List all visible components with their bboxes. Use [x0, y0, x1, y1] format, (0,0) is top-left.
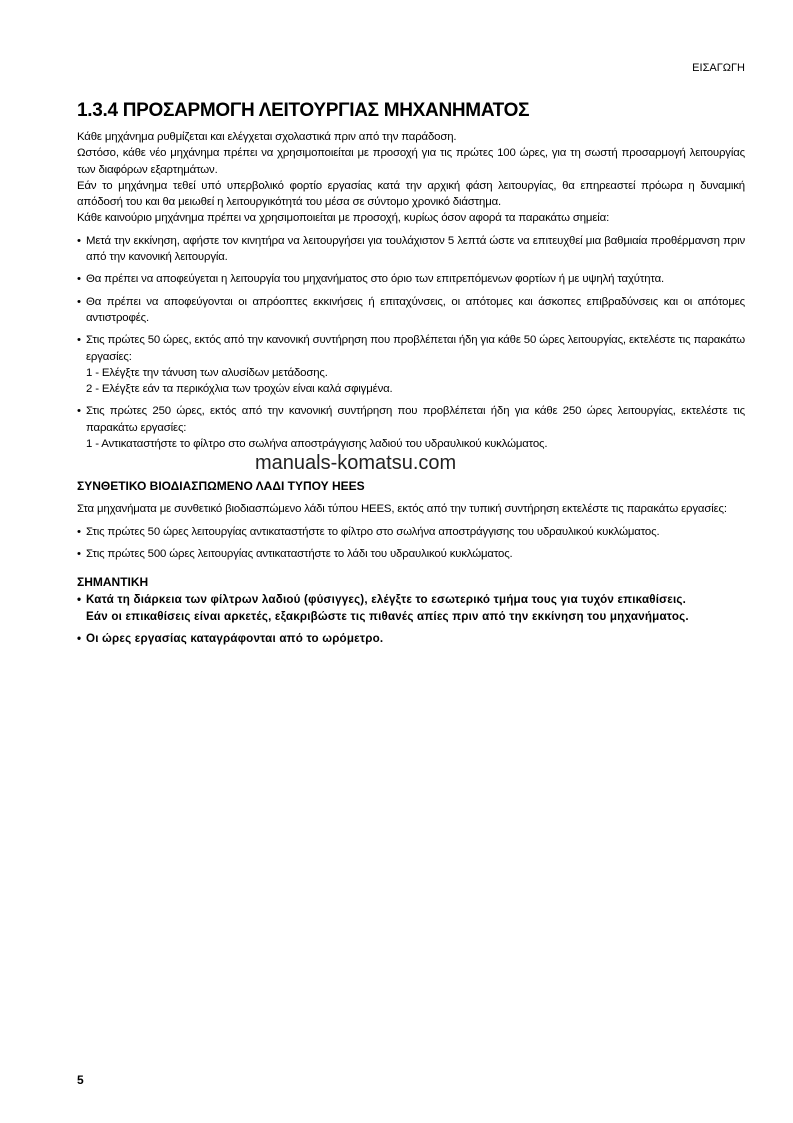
bullet-icon: •: [77, 405, 81, 418]
list-item: [77, 294, 745, 327]
list-item-text: Κατά τη διάρκεια των φίλτρων λαδιού (φύσιγγες), ελέγξτε το εσωτερικό τμήμα τους για τυχόν επικαθίσεις.: [86, 593, 687, 607]
list-item: [77, 524, 745, 540]
bullet-icon: •: [77, 525, 81, 538]
list-item: [77, 631, 745, 647]
running-header: ΕΙΣΑΓΩΓΗ: [692, 62, 745, 74]
list-item-text: Θα πρέπει να αποφεύγονται οι απρόοπτες εκκινήσεις ή επιταχύνσεις, οι απότομες και άσκοπες επιβραδύνσεις και οι απότομες αντιστροφές.: [86, 295, 745, 324]
list-item: [77, 271, 745, 287]
important-block: [77, 592, 745, 647]
bullet-icon: •: [77, 295, 81, 308]
list-item-text: Στις πρώτες 500 ώρες λειτουργίας αντικαταστήστε το λάδι του υδραυλικού κυκλώματος.: [86, 547, 513, 560]
intro-line: Κάθε καινούριο μηχάνημα πρέπει να χρησιμοποιείται με προσοχή, κυρίως όσον αφορά τα παρακάτω σημεία:: [77, 212, 610, 225]
list-item: [77, 546, 745, 562]
bullet-icon: •: [77, 273, 81, 286]
intro-block: [77, 129, 745, 227]
list-item-text: Στις πρώτες 50 ώρες λειτουργίας αντικαταστήστε το φίλτρο στο σωλήνα αποστράγγισης του υδραυλικού κυκλώματος.: [86, 525, 660, 538]
page-number: 5: [77, 1073, 84, 1087]
watermark: manuals-komatsu.com: [255, 452, 457, 475]
list-item-text: Μετά την εκκίνηση, αφήστε τον κινητήρα να λειτουργήσει για τουλάχιστον 5 λεπτά ώστε να επιτευχθεί μια βαθμιαία προθέρμανση πριν από την κανονική λειτουργία.: [86, 234, 745, 264]
list-item-text: Θα πρέπει να αποφεύγεται η λειτουργία του μηχανήματος στο όριο των επιτρεπόμενων φορτίων ή με υψηλή ταχύτητα.: [86, 273, 665, 286]
hees-heading: ΣΥΝΘΕΤΙΚΟ ΒΙΟΔΙΑΣΠΩΜΕΝΟ ΛΑΔΙ ΤΥΠΟΥ HEES: [77, 479, 365, 494]
step: 1 - Αντικαταστήστε το φίλτρο στο σωλήνα αποστράγγισης λαδιού του υδραυλικού κυκλώματος.: [86, 438, 548, 451]
bullet-icon: •: [77, 334, 81, 347]
bullet-icon: •: [77, 547, 81, 560]
section-title: 1.3.4 ΠΡΟΣΑΡΜΟΓΗ ΛΕΙΤΟΥΡΓΙΑΣ ΜΗΧΑΝΗΜΑΤΟΣ: [77, 100, 530, 121]
list-item-text: Στις πρώτες 250 ώρες, εκτός από την κανονική συντήρηση που προβλέπεται ήδη για κάθε 250 ώρες λειτουργίας, εκτελέστε τις παρακάτω εργασίες:: [86, 405, 745, 434]
list-item: [77, 403, 745, 452]
bullet-list: [77, 233, 745, 453]
bullet-icon: •: [77, 593, 82, 607]
hees-intro: Στα μηχανήματα με συνθετικό βιοδιασπώμενο λάδι τύπου HEES, εκτός από την τυπική συντήρηση εκτελέστε τις παρακάτω εργασίες:: [77, 503, 727, 516]
list-item-text: Στις πρώτες 50 ώρες, εκτός από την κανονική συντήρηση που προβλέπεται ήδη για κάθε 50 ώρες λειτουργίας, εκτελέστε τις παρακάτω εργασίες:: [86, 334, 745, 363]
bullet-icon: •: [77, 234, 81, 247]
list-item: [77, 592, 745, 625]
intro-line: Εάν το μηχάνημα τεθεί υπό υπερβολικό φορτίο εργασίας κατά την αρχική φάση λειτουργίας, θα επηρεαστεί πρόωρα η δυναμική απόδοσή του και θα μειωθεί η λειτουργικότητά του μέσα σε σύντομο χρονικό διάστημα.: [77, 179, 745, 209]
list-item: [77, 233, 745, 266]
intro-line: Ωστόσο, κάθε νέο μηχάνημα πρέπει να χρησιμοποιείται με προσοχή για τις πρώτες 100 ώρες, για τη σωστή προσαρμογή λειτουργίας των διαφόρων εξαρτημάτων.: [77, 147, 745, 176]
step: 1 - Ελέγξτε την τάνυση των αλυσίδων μετάδοσης.: [86, 366, 328, 379]
list-item-text: Οι ώρες εργασίας καταγράφονται από το ωρόμετρο.: [86, 631, 384, 645]
step: 2 - Ελέγξτε εάν τα περικόχλια των τροχών είναι καλά σφιγμένα.: [86, 383, 393, 396]
bullet-icon: •: [77, 631, 82, 645]
important-heading: ΣΗΜΑΝΤΙΚΗ: [77, 575, 149, 590]
list-item: [77, 332, 745, 397]
page-content: [77, 99, 745, 647]
hees-block: [77, 501, 745, 562]
list-item-continuation: Εάν οι επικαθίσεις είναι αρκετές, εξακριβώστε τις πιθανές απίες πριν από την εκκίνηση του μηχανήματος.: [86, 609, 689, 623]
intro-line: Κάθε μηχάνημα ρυθμίζεται και ελέγχεται σχολαστικά πριν από την παράδοση.: [77, 131, 457, 143]
